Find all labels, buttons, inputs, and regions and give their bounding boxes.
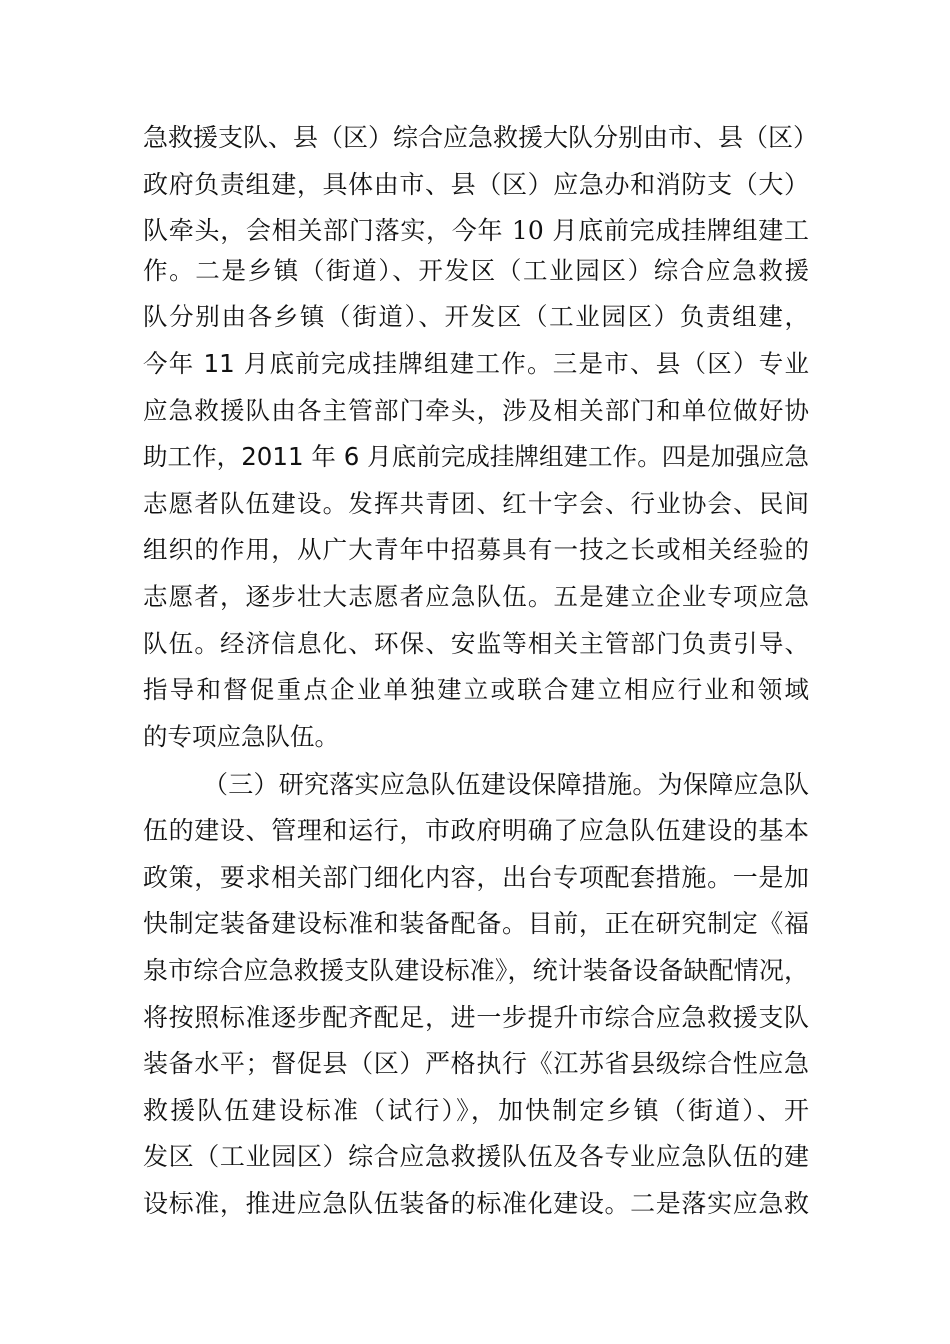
text-line: 应急救援队由各主管部门牵头，涉及相关部门和单位做好协 [143,396,809,425]
text-line: 今年 11 月底前完成挂牌组建工作。三是市、县（区）专业 [143,349,809,378]
text-line: 志愿者，逐步壮大志愿者应急队伍。五是建立企业专项应急 [143,582,809,611]
text-line: 队伍。经济信息化、环保、安监等相关主管部门负责引导、 [143,629,809,658]
text-line: 设标准，推进应急队伍装备的标准化建设。二是落实应急救 [143,1189,809,1218]
text-line: 指导和督促重点企业单独建立或联合建立相应行业和领域 [143,675,809,704]
text-line: 政府负责组建，具体由市、县（区）应急办和消防支（大） [143,170,809,199]
text-line: 助工作，2011 年 6 月底前完成挂牌组建工作。四是加强应急 [143,442,809,471]
text-line: （三）研究落实应急队伍建设保障措施。为保障应急队 [203,770,809,799]
text-line: 发区（工业园区）综合应急救援队伍及各专业应急队伍的建 [143,1142,809,1171]
text-line: 急救援支队、县（区）综合应急救援大队分别由市、县（区） [143,123,819,152]
text-line: 装备水平；督促县（区）严格执行《江苏省县级综合性应急 [143,1049,809,1078]
text-line: 组织的作用，从广大青年中招募具有一技之长或相关经验的 [143,535,809,564]
text-line: 伍的建设、管理和运行，市政府明确了应急队伍建设的基本 [143,816,809,845]
text-line: 作。二是乡镇（街道）、开发区（工业园区）综合应急救援 [143,256,809,285]
text-line: 救援队伍建设标准（试行）》，加快制定乡镇（街道）、开 [143,1096,809,1125]
text-line: 快制定装备建设标准和装备配备。目前，正在研究制定《福 [143,909,809,938]
text-line: 泉市综合应急救援支队建设标准》，统计装备设备缺配情况， [143,956,809,985]
text-line: 志愿者队伍建设。发挥共青团、红十字会、行业协会、民间 [143,489,809,518]
text-line: 队分别由各乡镇（街道）、开发区（工业园区）负责组建， [143,302,809,331]
text-line: 政策，要求相关部门细化内容，出台专项配套措施。一是加 [143,863,809,892]
text-line: 的专项应急队伍。 [143,722,339,751]
text-line: 将按照标准逐步配齐配足，进一步提升市综合应急救援支队 [143,1003,809,1032]
text-line: 队牵头，会相关部门落实，今年 10 月底前完成挂牌组建工 [143,216,809,245]
